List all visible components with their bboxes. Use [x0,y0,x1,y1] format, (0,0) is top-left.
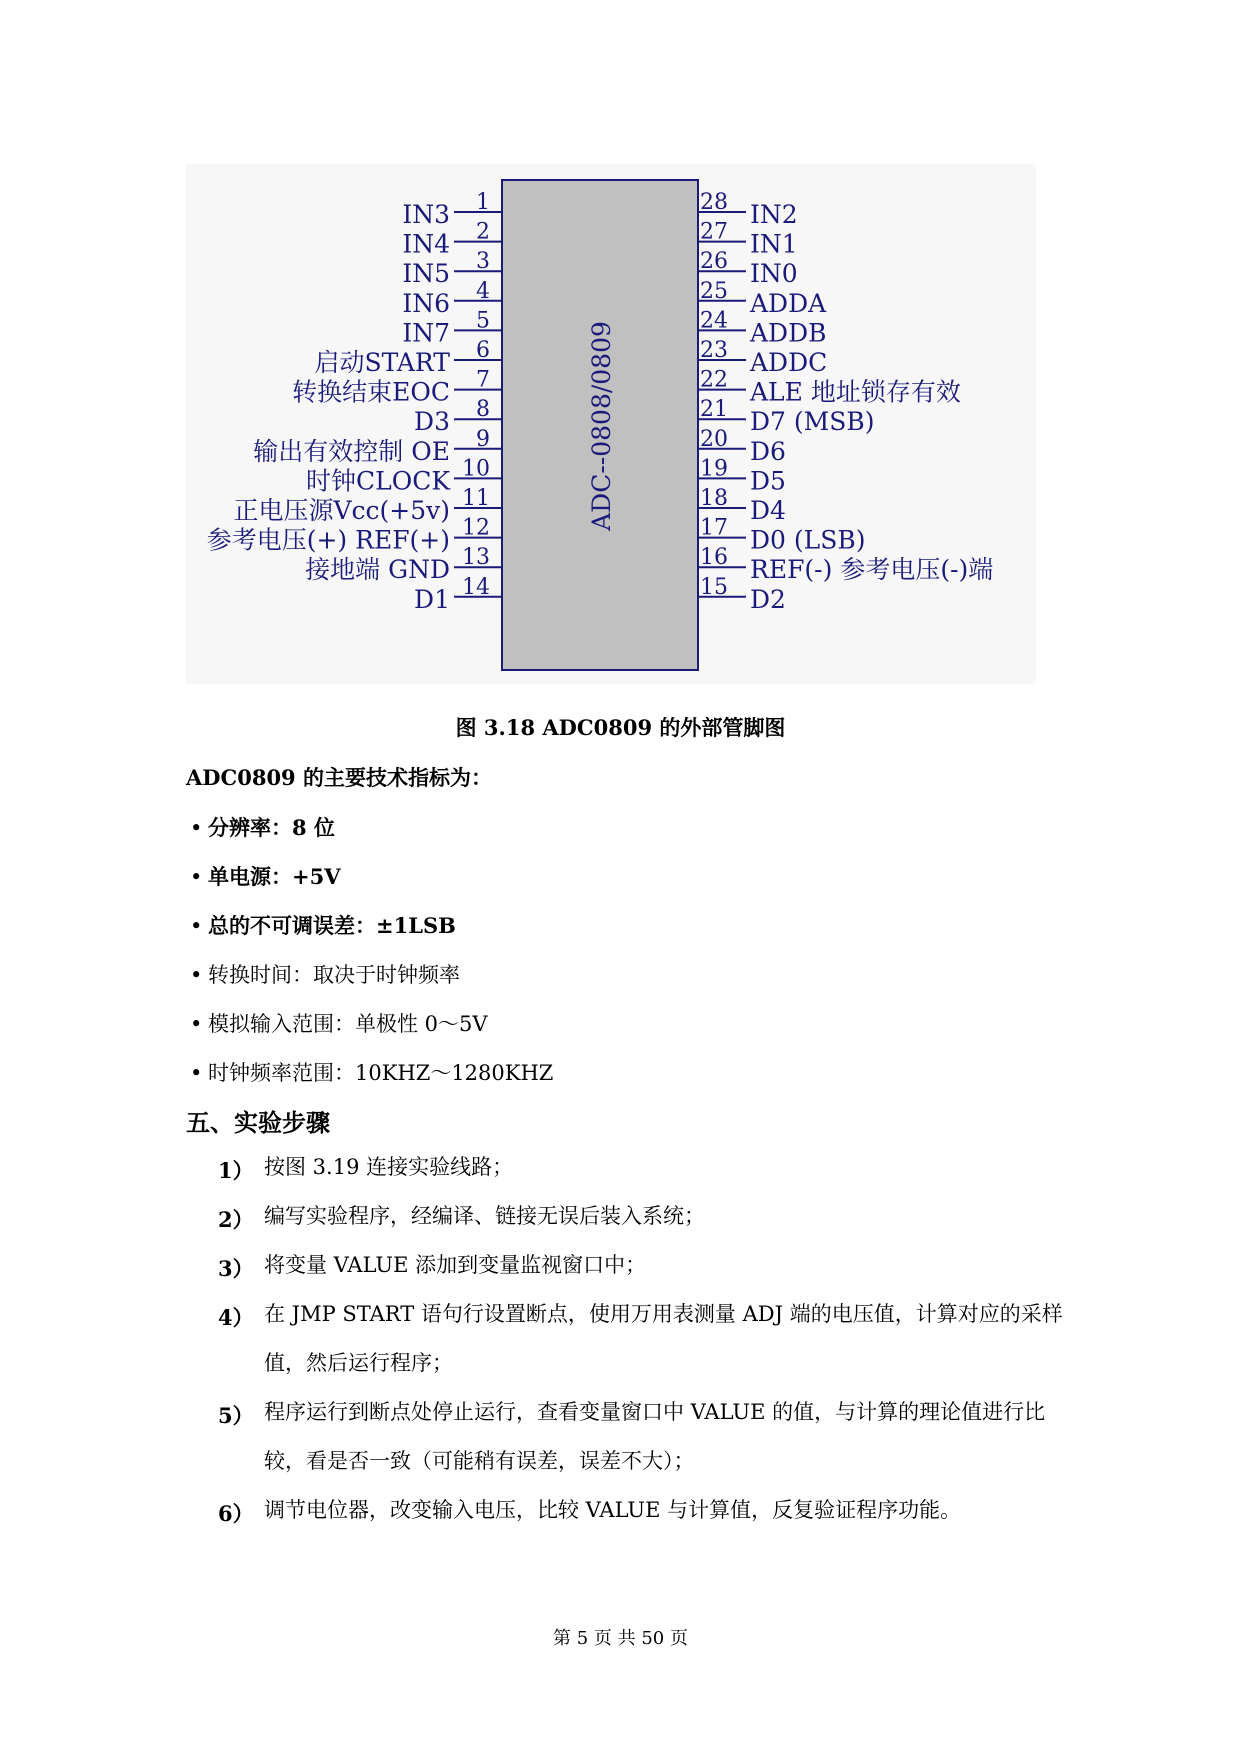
pin-label: ALE 地址锁存有效 [750,377,961,407]
pin-number: 28 [700,190,728,215]
bullet-icon: • [190,914,203,938]
pin-label: 时钟CLOCK [305,466,450,496]
step-number: 1） [218,1158,254,1183]
spec-text: 时钟频率范围：10KHZ～1280KHZ [208,1061,554,1085]
left-pin-group [207,190,502,614]
spec-item [190,812,335,842]
pin-number: 7 [476,367,490,393]
pin-label: 启动START [314,348,450,377]
section-title: 五、实验步骤 [186,1108,330,1137]
step-number: 5） [218,1403,254,1428]
pin-number: 11 [462,486,490,511]
pin-label: ADDB [750,318,827,348]
pin-number: 14 [462,574,490,600]
pin-number: 9 [476,426,490,452]
pin-number: 4 [476,278,490,304]
pin-number: 24 [700,308,728,334]
step-text: 在 JMP START 语句行设置断点，使用万用表测量 ADJ 端的电压值，计算对应的采样值，然后运行程序； [264,1302,1063,1375]
spec-text: 单电源：+5V [208,864,341,889]
pin-number: 16 [700,545,728,571]
pin-label: D3 [414,407,450,437]
pin-label: ADDA [750,288,827,318]
bullet-icon: • [190,865,203,889]
step-text: 调节电位器，改变输入电压，比较 VALUE 与计算值，反复验证程序功能。 [264,1498,962,1522]
pin-number: 2 [476,219,490,245]
step-text: 按图 3.19 连接实验线路； [264,1155,514,1179]
pin-label: 正电压源Vcc(+5v) [233,496,450,525]
step-number: 4） [218,1305,254,1330]
right-pin-22 [698,368,961,407]
pin-label: IN5 [402,259,450,289]
pin-label: D0 (LSB) [750,525,866,555]
pin-number: 25 [700,278,728,304]
pinout-diagram [186,164,1036,684]
spec-text: 转换时间：取决于时钟频率 [208,963,460,987]
pin-label: 转换结束EOC [292,377,450,407]
adc0809-pinout-figure [186,164,1036,684]
pin-number: 1 [476,190,490,215]
spec-text: 分辨率：8 位 [208,815,335,840]
pin-label: 参考电压(+) REF(+) [206,525,450,555]
spec-item [190,1057,553,1087]
spec-item [190,861,341,891]
right-pin-group [698,190,993,614]
step-text: 编写实验程序，经编译、链接无误后装入系统； [264,1204,705,1228]
figure-caption: 图 3.18 ADC0809 的外部管脚图 [455,715,786,740]
pin-label: ADDC [750,348,828,377]
specs-title: ADC0809 的主要技术指标为： [186,765,492,790]
bullet-icon: • [190,1061,203,1085]
pin-label: IN0 [750,259,798,289]
pin-number: 6 [476,338,490,363]
step-text: 程序运行到断点处停止运行，查看变量窗口中 VALUE 的值，与计算的理论值进行比较，看是否一致（可能稍有误差，误差不大）； [264,1400,1046,1473]
pin-label: 接地端 GND [305,555,450,585]
pin-label: D2 [750,584,786,614]
pin-number: 18 [700,486,728,511]
chip-label: ADC--0808/0809 [587,321,616,531]
pin-label: IN3 [402,200,450,229]
spec-text: 总的不可调误差：±1LSB [208,913,456,938]
pin-number: 19 [700,456,728,482]
spec-text: 模拟输入范围：单极性 0～5V [208,1012,488,1036]
pin-label: D4 [750,496,786,525]
pin-number: 15 [700,574,728,600]
pin-number: 26 [700,249,728,275]
pin-label: D6 [750,436,786,466]
page-footer: 第 5 页 共 50 页 [553,1628,688,1649]
pin-number: 12 [462,515,490,541]
pin-number: 20 [700,426,728,452]
step-number: 2） [218,1207,254,1232]
pin-number: 22 [700,367,728,393]
step-text: 将变量 VALUE 添加到变量监视窗口中； [264,1253,647,1277]
pin-number: 27 [700,219,728,245]
pin-label: REF(-) 参考电压(-)端 [750,555,994,585]
spec-item [190,1008,488,1038]
pin-label: IN2 [750,200,798,229]
step-number: 6） [218,1501,254,1526]
pin-label: IN7 [402,318,450,348]
pin-label: IN4 [402,229,450,259]
pin-number: 5 [476,308,490,334]
bullet-icon: • [190,1012,203,1036]
pin-number: 3 [476,249,490,275]
spec-item [190,959,460,989]
bullet-icon: • [190,816,203,840]
bullet-icon: • [190,963,203,987]
pin-label: D7 (MSB) [750,407,875,437]
pin-label: D5 [750,466,786,496]
pin-number: 10 [462,456,490,482]
pin-number: 8 [476,397,490,423]
pin-label: IN1 [750,229,798,259]
pin-number: 23 [700,338,728,363]
pin-number: 17 [700,515,728,541]
pin-number: 21 [700,397,728,423]
pin-label: 输出有效控制 OE [253,436,450,466]
spec-item [190,910,456,940]
pin-label: D1 [414,584,450,614]
pin-number: 13 [462,545,490,571]
pin-label: IN6 [402,288,450,318]
step-number: 3） [218,1256,254,1281]
